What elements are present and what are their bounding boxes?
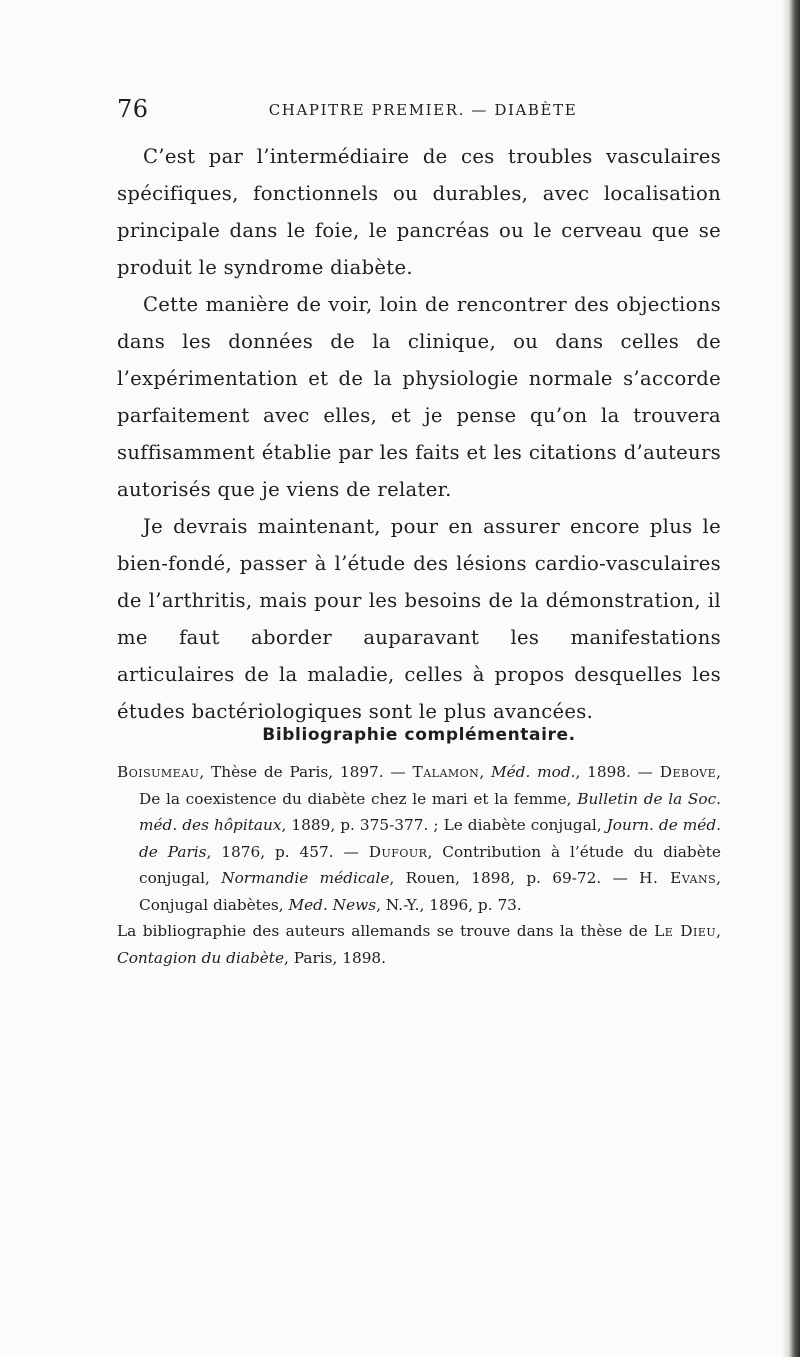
journal-title: Journ. de méd. de Paris <box>139 816 721 861</box>
note-end: , Paris, 1898. <box>284 948 387 967</box>
note-text: La bibliographie des auteurs allemands se trouve dans la thèse de <box>117 922 655 940</box>
reference-text: , De la coexistence du diabète chez le mari et la femme, <box>139 763 721 808</box>
page-edge-shadow <box>782 0 800 1357</box>
author-name: Dufour <box>368 842 428 861</box>
paragraph: Je devrais maintenant, pour en assurer encore plus le bien-fondé, passer à l’étude des lésions cardio-vasculaires de l’arthritis, mais pour les besoins de la démonstration, il me faut aborder auparavant les manifestations articulaires de la maladie, celles à propos desquelles les études bactériologiques sont le plus avancées. <box>117 515 721 723</box>
note-separator: , <box>716 922 721 940</box>
bibliography-heading: Bibliographie complémentaire. <box>262 725 576 745</box>
paragraph: C’est par l’intermédiaire de ces troubles vasculaires spécifiques, fonctionnels ou durables, avec localisation principale dans le foie, le pancréas ou le cerveau que se produit le syndrome diabète. <box>117 145 721 279</box>
thesis-title: Contagion du diabète <box>117 948 284 967</box>
journal-title: Méd. mod. <box>490 763 576 781</box>
page-header <box>117 95 717 127</box>
reference-text: , Rouen, 1898, p. 69-72. — <box>389 869 640 887</box>
running-title: CHAPITRE PREMIER. — DIABÈTE <box>268 101 578 119</box>
reference-text: , Contribution à l’étude du diabète conjugal, <box>139 842 721 887</box>
reference-text: , <box>479 763 491 781</box>
journal-title: Bulletin de la Soc. méd. des hôpitaux <box>139 789 722 834</box>
author-name: Talamon <box>412 763 480 781</box>
author-name: Debove <box>659 763 717 781</box>
reference-text: , Thèse de Paris, 1897. — <box>199 763 413 781</box>
reference-text: , 1876, p. 457. — <box>206 842 369 861</box>
reference-text: , N.-Y., 1896, p. 73. <box>376 895 522 914</box>
bibliography-note <box>117 918 721 971</box>
journal-title: Normandie médicale <box>221 869 390 887</box>
reference-text: , Conjugal diabètes, <box>139 869 721 914</box>
main-text <box>117 138 721 730</box>
author-name: H. Evans <box>639 869 717 887</box>
reference-text: , 1889, p. 375-377. ; Le diabète conjugal, <box>281 816 607 834</box>
journal-title: Med. News <box>288 895 377 914</box>
author-name: Le Dieu <box>654 922 717 940</box>
reference-text: , 1898. — <box>575 763 660 781</box>
page-number: 76 <box>117 95 149 123</box>
author-name: Boisumeau <box>117 763 200 781</box>
bibliography <box>117 759 721 971</box>
paragraph: Cette manière de voir, loin de rencontrer des objections dans les données de la clinique, ou dans celles de l’expérimentation et de la physiologie normale s’accorde parfaitement avec elles, et je pense qu’on la trouvera suffisamment établie par les faits et les citations d’auteurs autorisés que je viens de relater. <box>117 293 721 501</box>
bibliography-entry <box>117 759 721 918</box>
